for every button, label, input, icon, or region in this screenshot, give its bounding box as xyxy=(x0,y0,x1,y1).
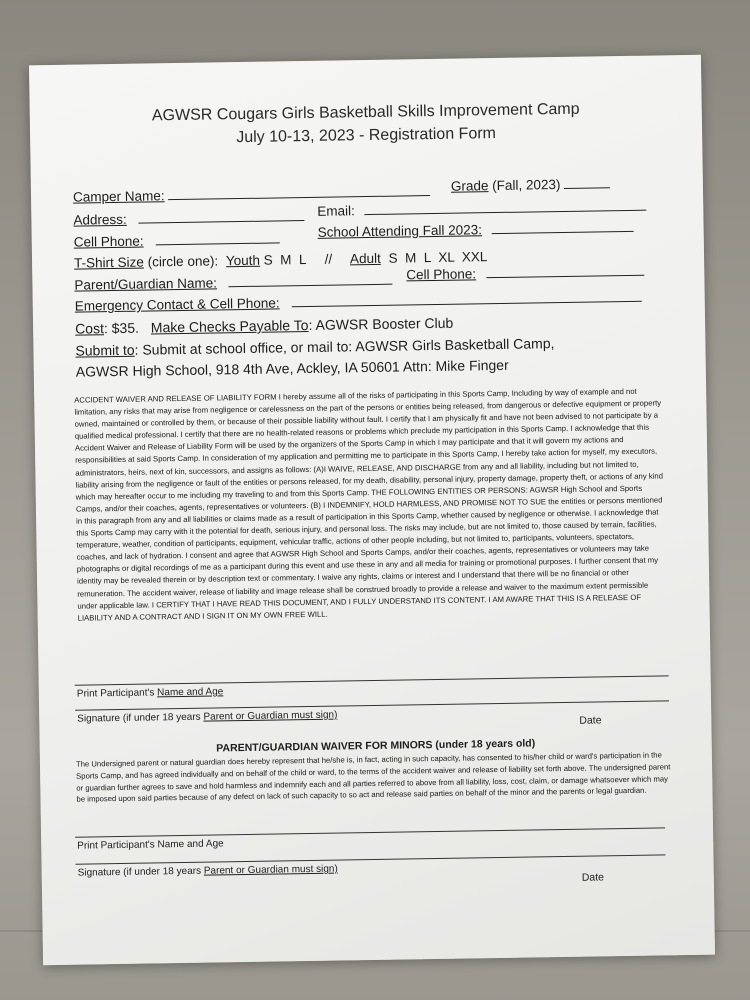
signature-label-1 xyxy=(77,710,337,725)
cell-phone-line xyxy=(155,241,279,245)
camper-name-label: Camper Name: xyxy=(72,188,165,205)
adult-label: Adult xyxy=(349,250,381,267)
grade-label: Grade xyxy=(450,178,489,194)
youth-sizes[interactable]: S M L // xyxy=(263,251,333,268)
email-field[interactable] xyxy=(317,199,646,219)
accident-waiver-text: ACCIDENT WAIVER AND RELEASE OF LIABILITY FORM I hereby assume all of the risks of participating in this Sports Camp, Including by way of example and not limitation, any risks that may arise from negligence or carelessness on the part of the persons or entities being released, from dangerous or defective equipment or property owned, maintained or controlled by them, or because of their possible liability without fault. I certify that I am physically fit and have not been advised to not participate by a qualified medical professional. I certify that there are no health-related reasons or problems which preclude my participation in this Sports Camp. I acknowledge that this Accident Waiver and Release of Liability Form will be used by the organizers of the Sports Camp in which I may participate and that it will govern my actions and responsibilities at said Sports Camp. In consideration of my application and permitting me to participate in this Sports Camp, I hereby take action for myself, my executors, administrators, heirs, next of kin, successors, and assigns as follows: (A)I WAIVE, RELEASE, AND DISCHARGE from any and all liability, including but not limited to, liability arising from the negligence or fault of the entities or persons released, for my death, disability, personal injury, property damage, property theft, or actions of any kind which may hereafter occur to me including my traveling to and from this Sports Camp. THE FOLLOWING ENTITIES OR PERSONS: AGWSR High School and Sports Camps, and/or their coaches, agents, representatives or volunteers. (B) I INDEMNIFY, HOLD HARMLESS, AND PROMISE NOT TO SUE the entities or persons mentioned in this paragraph from any and all liabilities or claims made as a result of participation in this Sports Camp, whether caused by negligence or otherwise. I acknowledge that this Sports Camp may carry with it the potential for death, serious injury, and personal loss. The risks may include, but are not limited to, those caused by terrain, facilities, temperature, weather, condition of participants, equipment, vehicular traffic, actions of other people including, but not limited to, participants, volunteers, spectators, coaches, and lack of hydration. I consent and agree that AGWSR High School and Sports Camps, and/or their coaches, agents, representatives or volunteers may take photographs or digital recordings of me as a participant during this event and use these in any and all media for training or promotional purposes. I further consent that my identity may be revealed therein or by description text or commentary. I waive any rights, claims or interest and I understand that there will be no financial or other remuneration. The accident waiver, release of liability and image release shall be construed broadly to provide a release and waiver to the maximum extent permissible under applicable law. I CERTIFY THAT I HAVE READ THIS DOCUMENT, AND I FULLY UNDERSTAND ITS CONTENT. I AM AWARE THAT THIS IS A RELEASE OF LIABILITY AND A CONTRACT AND I SIGN IT ON MY OWN FREE WILL. xyxy=(74,386,664,623)
cost-row xyxy=(75,315,453,337)
adult-sizes[interactable]: S M L XL XXL xyxy=(388,249,488,266)
address-line xyxy=(138,219,304,224)
address-field[interactable] xyxy=(73,209,304,228)
parent-cell-line xyxy=(486,274,644,278)
submit-label: Submit to xyxy=(75,341,135,359)
cell-phone-label: Cell Phone: xyxy=(73,233,144,250)
camper-name-field[interactable] xyxy=(73,184,430,205)
print-name-line-1 xyxy=(75,675,669,685)
registration-form-sheet xyxy=(29,55,715,965)
mailing-address: AGWSR High School, 918 4th Ave, Ackley, IA 50601 Attn: Mike Finger xyxy=(75,356,509,380)
print-participant-label-1 xyxy=(77,686,224,699)
minor-waiver-text: The Undersigned parent or natural guardian does hereby represent that he/she is, in fact, acting in such capacity, has consented to his/her child or ward's participation in the Sports Camp, and has agreed individually and on behalf of the child or ward, to the terms of the accident waiver and release of liability set forth above. The undersigned parent or guardian further agrees to save and hold harmless and indemnify each and all parties referred to above from all liability, loss, cost, claim, or damage whatsoever which may be imposed upon said parties because of any defect on lack of such capacity to so act and release said parties on behalf of the minor and the parents or legal guardian. xyxy=(75,750,671,805)
checks-label: Make Checks Payable To xyxy=(150,316,309,336)
grade-field[interactable] xyxy=(451,176,611,194)
school-label: School Attending Fall 2023: xyxy=(317,222,483,240)
youth-label: Youth xyxy=(225,252,261,269)
date-label-2: Date xyxy=(581,871,605,884)
address-label: Address: xyxy=(73,211,127,228)
signature-label-2 xyxy=(78,864,338,879)
cell-phone-field[interactable] xyxy=(74,231,280,249)
camper-name-line xyxy=(168,194,430,200)
signature-line-1 xyxy=(75,700,669,710)
sig-link-1: Parent or Guardian must sign) xyxy=(203,709,338,723)
submit-value: : Submit at school office, or mail to: AGWSR Girls Basketball Camp, xyxy=(134,335,555,358)
print-name-age-1: Name and Age xyxy=(157,686,224,699)
parent-name-label: Parent/Guardian Name: xyxy=(74,275,218,293)
sig-prefix-2: Signature (if under 18 years xyxy=(77,865,204,879)
parent-name-field[interactable] xyxy=(74,273,393,293)
tshirt-note: (circle one): xyxy=(147,253,219,270)
minor-waiver-title: PARENT/GUARDIAN WAIVER FOR MINORS (under 18 years old) xyxy=(216,737,536,755)
parent-cell-field[interactable] xyxy=(406,264,644,283)
sig-prefix-1: Signature (if under 18 years xyxy=(77,711,204,725)
parent-cell-label: Cell Phone: xyxy=(406,266,477,283)
school-line xyxy=(492,230,634,234)
print-name-line-2 xyxy=(75,827,665,837)
grade-note: (Fall, 2023) xyxy=(492,177,561,194)
checks-value: : AGWSR Booster Club xyxy=(308,314,454,333)
parent-name-line xyxy=(229,283,393,288)
emergency-line xyxy=(291,300,641,307)
print-prefix-1: Print Participant's xyxy=(76,687,158,700)
tshirt-label: T-Shirt Size xyxy=(73,254,144,271)
grade-line xyxy=(564,186,610,189)
cost-value: : $35. xyxy=(103,319,140,337)
print-participant-label-2: Print Participant's Name and Age xyxy=(77,838,224,852)
school-field[interactable] xyxy=(318,220,634,240)
form-title: AGWSR Cougars Girls Basketball Skills Improvement Camp xyxy=(151,100,580,125)
email-label: Email: xyxy=(317,203,355,219)
sig-link-2: Parent or Guardian must sign) xyxy=(203,863,338,877)
date-label-1: Date xyxy=(579,714,602,727)
emergency-contact-field[interactable] xyxy=(75,290,642,314)
email-line xyxy=(365,209,647,215)
cost-label: Cost xyxy=(74,320,105,337)
emergency-label: Emergency Contact & Cell Phone: xyxy=(74,295,280,314)
submit-row xyxy=(75,335,554,359)
signature-line-2 xyxy=(76,854,666,864)
form-subtitle: July 10-13, 2023 - Registration Form xyxy=(236,125,497,147)
